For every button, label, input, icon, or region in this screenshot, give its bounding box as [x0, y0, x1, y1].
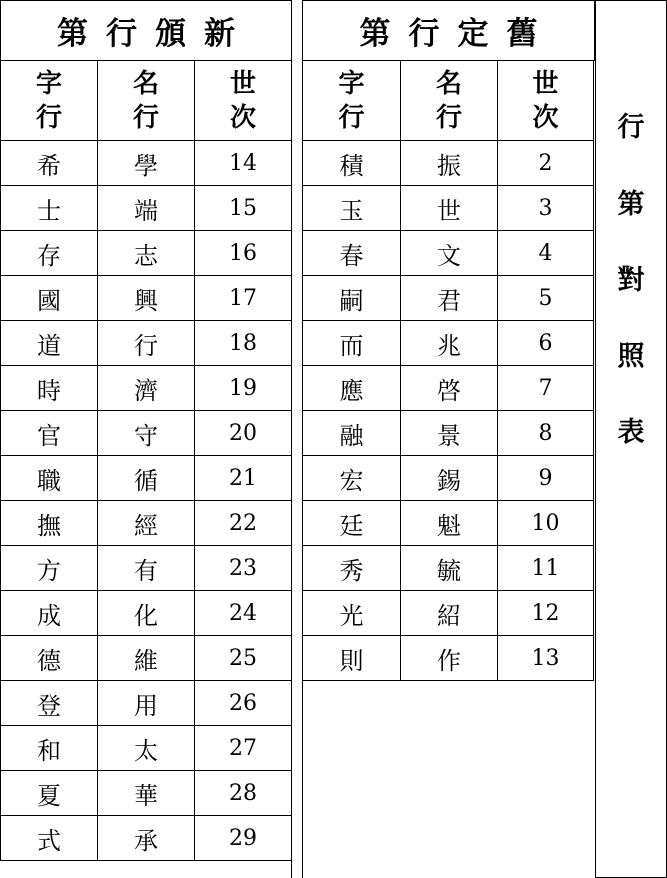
courtesy-name-char-cell: 存 — [0, 230, 98, 276]
courtesy-name-char-cell: 則 — [302, 635, 401, 681]
table-divider-line — [291, 0, 292, 878]
given-name-char-cell: 興 — [97, 275, 195, 321]
given-name-char-cell: 行 — [97, 320, 195, 366]
generation-number-cell: 5 — [497, 275, 594, 321]
courtesy-name-char-cell: 和 — [0, 725, 98, 771]
generation-number-cell: 13 — [497, 635, 594, 681]
given-name-char-cell: 用 — [97, 680, 195, 726]
generation-number-cell: 3 — [497, 185, 594, 231]
given-name-char-cell: 啓 — [400, 365, 498, 411]
generation-number-cell: 2 — [497, 140, 594, 186]
given-name-char-cell: 君 — [400, 275, 498, 321]
generation-number-cell: 15 — [194, 185, 292, 231]
given-name-char-cell: 毓 — [400, 545, 498, 591]
courtesy-name-char-cell: 式 — [0, 815, 98, 861]
courtesy-name-char-cell: 嗣 — [302, 275, 401, 321]
courtesy-name-char-cell: 成 — [0, 590, 98, 636]
side-title-char: 照 — [617, 341, 645, 372]
generation-number-cell: 29 — [194, 815, 292, 861]
given-name-char-cell: 太 — [97, 725, 195, 771]
given-name-char-cell: 守 — [97, 410, 195, 456]
given-name-char-cell: 濟 — [97, 365, 195, 411]
courtesy-name-char-cell: 登 — [0, 680, 98, 726]
courtesy-name-char-cell: 積 — [302, 140, 401, 186]
given-name-char-cell: 魁 — [400, 500, 498, 546]
courtesy-name-char-cell: 秀 — [302, 545, 401, 591]
courtesy-name-char-cell: 希 — [0, 140, 98, 186]
generation-number-cell: 9 — [497, 455, 594, 501]
side-title-char: 對 — [617, 265, 645, 296]
given-name-char-cell: 紹 — [400, 590, 498, 636]
courtesy-name-char-cell: 方 — [0, 545, 98, 591]
column-header — [0, 60, 98, 141]
generation-number-cell: 28 — [194, 770, 292, 816]
courtesy-name-char-cell: 光 — [302, 590, 401, 636]
generation-number-cell: 10 — [497, 500, 594, 546]
column-header-line: 次 — [229, 102, 256, 133]
column-header — [302, 60, 401, 141]
column-header — [400, 60, 498, 141]
column-header-line: 行 — [35, 102, 62, 133]
given-name-char-cell: 兆 — [400, 320, 498, 366]
column-header — [97, 60, 195, 141]
courtesy-name-char-cell: 融 — [302, 410, 401, 456]
column-header-line: 字 — [35, 68, 62, 99]
courtesy-name-char-cell: 官 — [0, 410, 98, 456]
generation-number-cell: 12 — [497, 590, 594, 636]
generation-number-cell: 22 — [194, 500, 292, 546]
column-header — [194, 60, 292, 141]
given-name-char-cell: 循 — [97, 455, 195, 501]
column-header-line: 世 — [229, 68, 256, 99]
generation-number-cell: 14 — [194, 140, 292, 186]
courtesy-name-char-cell: 職 — [0, 455, 98, 501]
given-name-char-cell: 化 — [97, 590, 195, 636]
courtesy-name-char-cell: 春 — [302, 230, 401, 276]
generation-number-cell: 19 — [194, 365, 292, 411]
generation-number-cell: 11 — [497, 545, 594, 591]
given-name-char-cell: 錫 — [400, 455, 498, 501]
generation-number-cell: 26 — [194, 680, 292, 726]
generation-number-cell: 16 — [194, 230, 292, 276]
side-title-char: 行 — [617, 112, 645, 143]
courtesy-name-char-cell: 時 — [0, 365, 98, 411]
side-title-char: 表 — [617, 417, 645, 448]
given-name-char-cell: 維 — [97, 635, 195, 681]
column-header-line: 字 — [338, 68, 365, 99]
given-name-char-cell: 振 — [400, 140, 498, 186]
given-name-char-cell: 作 — [400, 635, 498, 681]
column-header-line: 行 — [435, 102, 462, 133]
courtesy-name-char-cell: 廷 — [302, 500, 401, 546]
generation-number-cell: 18 — [194, 320, 292, 366]
generation-number-cell: 25 — [194, 635, 292, 681]
courtesy-name-char-cell: 撫 — [0, 500, 98, 546]
old_table-title: 第行定舊 — [302, 0, 595, 61]
generation-number-cell: 21 — [194, 455, 292, 501]
given-name-char-cell: 文 — [400, 230, 498, 276]
side-title-char: 第 — [617, 189, 645, 220]
given-name-char-cell: 學 — [97, 140, 195, 186]
given-name-char-cell: 有 — [97, 545, 195, 591]
generation-number-cell: 24 — [194, 590, 292, 636]
generation-number-cell: 7 — [497, 365, 594, 411]
new_table-title: 第行頒新 — [0, 0, 292, 61]
column-header-line: 行 — [338, 102, 365, 133]
generation-number-cell: 20 — [194, 410, 292, 456]
column-header-line: 次 — [532, 102, 559, 133]
courtesy-name-char-cell: 夏 — [0, 770, 98, 816]
courtesy-name-char-cell: 德 — [0, 635, 98, 681]
courtesy-name-char-cell: 玉 — [302, 185, 401, 231]
generation-number-cell: 23 — [194, 545, 292, 591]
given-name-char-cell: 志 — [97, 230, 195, 276]
courtesy-name-char-cell: 道 — [0, 320, 98, 366]
generation-number-cell: 27 — [194, 725, 292, 771]
given-name-char-cell: 華 — [97, 770, 195, 816]
side-title-column — [595, 0, 667, 878]
given-name-char-cell: 端 — [97, 185, 195, 231]
courtesy-name-char-cell: 應 — [302, 365, 401, 411]
table-divider-line — [302, 693, 303, 878]
courtesy-name-char-cell: 宏 — [302, 455, 401, 501]
given-name-char-cell: 世 — [400, 185, 498, 231]
courtesy-name-char-cell: 士 — [0, 185, 98, 231]
column-header-line: 名 — [435, 68, 462, 99]
generation-number-cell: 8 — [497, 410, 594, 456]
given-name-char-cell: 承 — [97, 815, 195, 861]
column-header-line: 世 — [532, 68, 559, 99]
column-header-line: 名 — [132, 68, 159, 99]
generation-number-cell: 6 — [497, 320, 594, 366]
courtesy-name-char-cell: 而 — [302, 320, 401, 366]
generation-number-cell: 4 — [497, 230, 594, 276]
courtesy-name-char-cell: 國 — [0, 275, 98, 321]
column-header-line: 行 — [132, 102, 159, 133]
given-name-char-cell: 經 — [97, 500, 195, 546]
column-header — [497, 60, 594, 141]
given-name-char-cell: 景 — [400, 410, 498, 456]
generation-number-cell: 17 — [194, 275, 292, 321]
